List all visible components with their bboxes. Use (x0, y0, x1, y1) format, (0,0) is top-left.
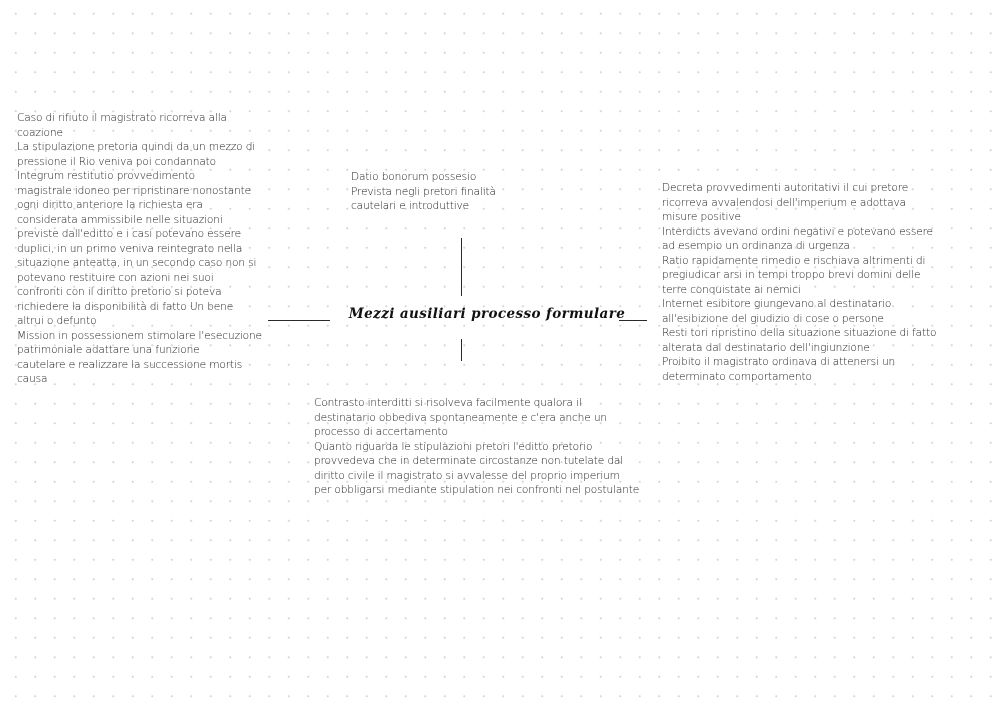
branch-right-line: determinato comportamento (662, 370, 812, 383)
branch-left-line: duplici, in un primo veniva reintegrato nella (17, 242, 243, 255)
branch-left-line: confronti con il diritto pretorio si poteva (17, 286, 222, 298)
branch-bottom-line: Contrasto interditti si risolveva facilmente qualora il (314, 397, 582, 409)
branch-left-note (17, 111, 262, 387)
branch-left-line: potevano restituire con azioni nei suoi (17, 271, 214, 284)
branch-top-line: Datio bonorum possesio (351, 171, 477, 183)
branch-left-line: patrimoniale adattare una funzione (17, 344, 200, 356)
branch-left-line: altrui o defunto (17, 315, 97, 327)
branch-bottom-line: Quanto riguarda le stipulazioni pretori l'editto pretorio (314, 440, 593, 453)
branch-right-line: terre conquistate ai nemici (662, 283, 801, 296)
branch-bottom-line: per obbligarsi mediante stipulation nei confronti nel postulante (314, 484, 640, 496)
branch-right-line: alterata dal destinatario dell'ingiunzione (662, 341, 870, 354)
branch-left-line: Mission in possessionem stimolare l'esecuzione (17, 329, 262, 342)
branch-right-line: pregiudicar arsi in tempi troppo brevi domini delle (662, 269, 921, 281)
central-topic-title: Mezzi ausiliari processo formulare (348, 306, 626, 322)
branch-left-line: magistrale idoneo per ripristinare nonostante (17, 184, 251, 197)
branch-bottom-line: provvedeva che in determinate circostanze non tutelate dal (314, 455, 624, 467)
branch-top-note (351, 170, 496, 214)
branch-left-line: Caso di rifiuto il magistrato ricorreva alla (17, 112, 227, 124)
connector-down (461, 339, 462, 361)
branch-top-line: Prevista negli pretori finalità (351, 185, 496, 198)
branch-right-line: Ratio rapidamente rimedio e rischiava altrimenti di (662, 254, 926, 267)
branch-right-line: ricorreva avvalendosi dell'imperium e adottava (662, 196, 906, 209)
branch-bottom-line: destinatario obbediva spontaneamente e c'era anche un (314, 411, 607, 424)
branch-right-line: Internet esibitore giungevano al destinatario (662, 298, 892, 310)
branch-right-line: misure positive (662, 211, 741, 223)
branch-right-line: Resti tori ripristino della situazione situazione di fatto (662, 327, 937, 339)
branch-left-line: pressione il Rio veniva poi condannato (17, 155, 217, 168)
branch-top-line: cautelari e introduttive (351, 200, 469, 212)
branch-right-line: ad esempio un ordinanza di urgenza (662, 240, 850, 252)
branch-left-line: causa (17, 373, 48, 385)
branch-left-line: ogni diritto anteriore la richiesta era (17, 199, 203, 211)
connector-up (461, 238, 462, 296)
branch-left-line: coazione (17, 126, 63, 139)
branch-left-line: richiedere la disponibilità di fatto Un bene (17, 300, 234, 313)
branch-right-line: Decreta provvedimenti autoritativi il cui pretore (662, 182, 909, 194)
branch-right-line: all'esibizione del giudizio di cose o persone (662, 312, 884, 325)
connector-left (268, 320, 330, 321)
branch-left-line: cautelare e realizzare la successione mortis (17, 358, 243, 371)
branch-right-line: Proibito il magistrato ordinava di attenersi un (662, 356, 896, 368)
branch-right-line: Interdicts avevano ordini negativi e potevano essere (662, 225, 933, 238)
branch-bottom-note (314, 396, 639, 498)
branch-bottom-line: diritto civile il magistrato si avvalesse del proprio imperium (314, 469, 620, 482)
branch-left-line: Integrum restitutio provvedimento (17, 170, 195, 182)
branch-left-line: La stipulazione pretoria quindi da un mezzo di (17, 141, 256, 153)
branch-right-note (662, 181, 936, 384)
branch-bottom-line: processo di accertamento (314, 426, 448, 438)
branch-left-line: considerata ammissibile nelle situazioni (17, 213, 223, 226)
branch-left-line: previste dall'editto e i casi potevano essere (17, 228, 242, 240)
branch-left-line: situazione anteatta, in un secondo caso non si (17, 257, 257, 269)
